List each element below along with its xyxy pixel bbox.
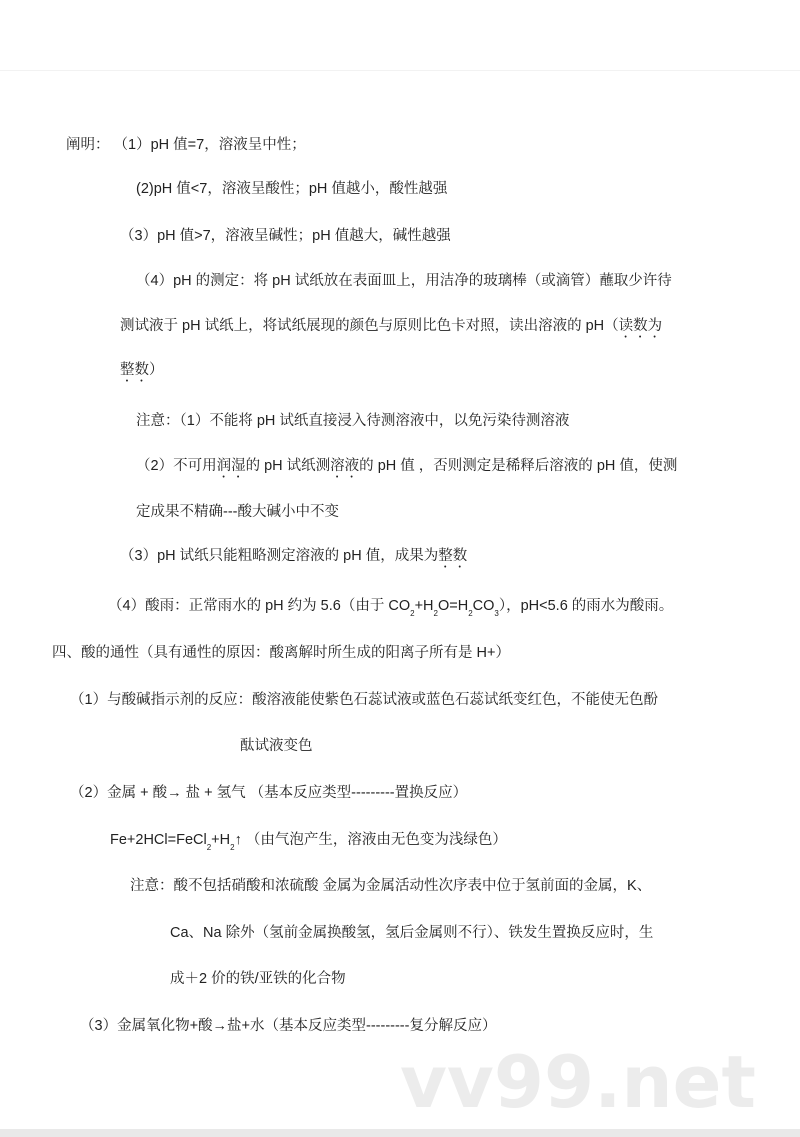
text-segment: +H bbox=[211, 832, 231, 848]
text-line bbox=[52, 643, 770, 663]
subscript: 2 bbox=[410, 609, 415, 618]
text-segment: +H bbox=[414, 598, 434, 614]
text-segment: （4）酸雨：正常雨水的 pH 约为 5.6（由于 CO bbox=[108, 598, 411, 614]
text-line bbox=[108, 596, 770, 624]
text-line bbox=[110, 830, 770, 858]
text-segment: 成＋2 价的铁/亚铁的化合物 bbox=[170, 971, 346, 987]
emphasized-text: 读数为 bbox=[618, 318, 663, 334]
subscript: 2 bbox=[230, 843, 235, 852]
text-line bbox=[120, 546, 770, 571]
text-segment: 测试液于 pH 试纸上，将试纸展现的颜色与原则比色卡对照，读出溶液的 pH（ bbox=[120, 318, 619, 334]
text-line bbox=[70, 783, 770, 803]
text-line bbox=[80, 1016, 770, 1036]
text-segment: 的 pH 试纸测 bbox=[245, 458, 331, 474]
text-segment: CO bbox=[472, 598, 495, 614]
text-segment: （4）pH 的测定：将 pH 试纸放在表面皿上，用洁净的玻璃棒（或滴管）蘸取少许待 bbox=[136, 273, 672, 289]
subscript: 2 bbox=[433, 609, 438, 618]
emphasized-text: 整数 bbox=[120, 362, 149, 378]
page-header-band bbox=[0, 0, 800, 71]
text-segment: 注意：酸不包括硝酸和浓硫酸 金属为金属活动性次序表中位于氢前面的金属，K、 bbox=[130, 878, 652, 894]
text-segment: 定成果不精确---酸大碱小中不变 bbox=[136, 504, 339, 520]
text-line bbox=[120, 316, 770, 341]
subscript: 2 bbox=[206, 843, 212, 852]
text-segment: （2）金属 + 酸→ 盐 + 氢气 （基本反应类型---------置换反应） bbox=[70, 785, 468, 801]
text-segment: （1）与酸碱指示剂的反应：酸溶液能使紫色石蕊试液或蓝色石蕊试纸变红色，不能使无色酚 bbox=[70, 692, 659, 708]
text-segment: ），pH<5.6 的雨水为酸雨。 bbox=[498, 598, 674, 614]
text-segment: ） bbox=[149, 362, 164, 378]
text-line bbox=[240, 736, 770, 756]
text-line bbox=[70, 690, 770, 710]
emphasized-text: 溶液 bbox=[330, 458, 360, 474]
text-line bbox=[136, 271, 770, 291]
text-segment: 的 pH 值 ，否则测定是稀释后溶液的 pH 值，使测 bbox=[359, 458, 678, 474]
text-line bbox=[66, 135, 770, 155]
text-line bbox=[136, 411, 770, 431]
text-line bbox=[120, 360, 770, 385]
text-segment: （3）金属氧化物+酸→盐+水（基本反应类型---------复分解反应） bbox=[80, 1018, 497, 1034]
emphasized-text: 整数 bbox=[438, 548, 468, 564]
text-segment: (2)pH 值<7，溶液呈酸性；pH 值越小，酸性越强 bbox=[136, 181, 448, 197]
text-line bbox=[136, 502, 770, 522]
page-bottom-edge bbox=[0, 1129, 800, 1137]
text-segment: Fe+2HCl=FeCl bbox=[110, 832, 207, 848]
text-segment: 四、酸的通性（具有通性的原因：酸离解时所生成的阳离子所有是 H+） bbox=[52, 645, 510, 661]
text-line bbox=[130, 876, 770, 896]
text-segment: O=H bbox=[437, 598, 469, 614]
subscript: 2 bbox=[468, 609, 473, 618]
text-segment: （3）pH 值>7，溶液呈碱性；pH 值越大，碱性越强 bbox=[120, 228, 451, 244]
text-line bbox=[170, 923, 770, 943]
text-line bbox=[120, 226, 770, 246]
text-segment: 酞试液变色 bbox=[240, 738, 313, 754]
text-segment: （3）pH 试纸只能粗略测定溶液的 pH 值，成果为 bbox=[120, 548, 439, 564]
text-segment: 阐明： （1）pH 值=7，溶液呈中性； bbox=[66, 137, 306, 153]
watermark: vv99.net bbox=[400, 1040, 756, 1124]
text-segment: 注意：（1）不能将 pH 试纸直接浸入待测溶液中，以免污染待测溶液 bbox=[136, 413, 570, 429]
subscript: 3 bbox=[494, 609, 499, 618]
text-segment: （2）不可用 bbox=[136, 458, 217, 474]
emphasized-text: 润湿 bbox=[216, 458, 246, 474]
text-segment: Ca、Na 除外（氢前金属换酸氢，氢后金属则不行）、铁发生置换反应时，生 bbox=[170, 925, 654, 941]
text-line bbox=[136, 456, 770, 481]
text-segment: ↑ （由气泡产生，溶液由无色变为浅绿色） bbox=[234, 832, 507, 848]
text-line bbox=[136, 179, 770, 199]
text-line bbox=[170, 969, 770, 989]
